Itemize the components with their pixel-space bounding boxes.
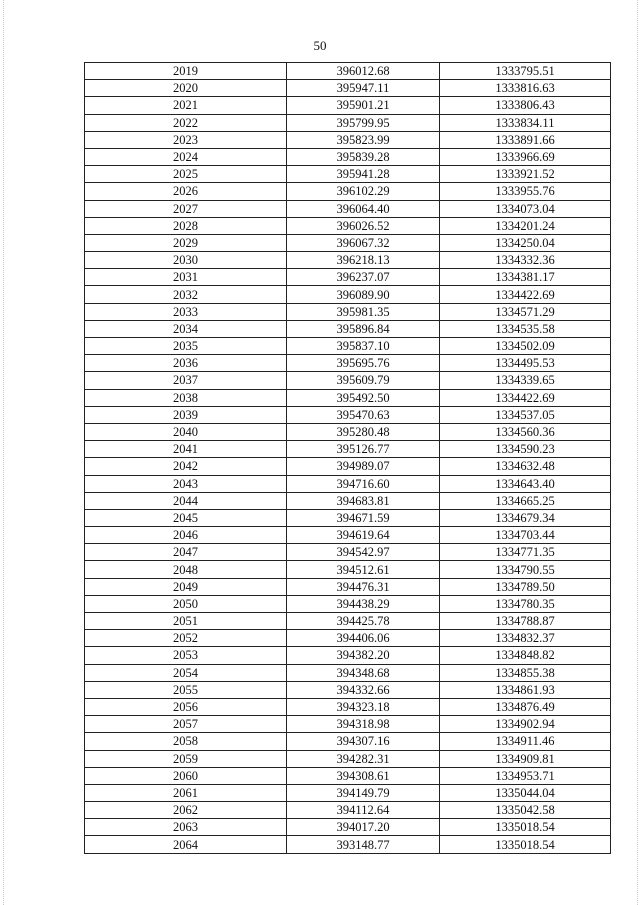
point-number-cell: 2024: [85, 148, 287, 165]
point-number-cell: 2050: [85, 595, 287, 612]
coordinate-table-body: [85, 63, 611, 854]
y-coordinate-cell: 1334201.24: [440, 217, 611, 234]
coordinate-table: [84, 62, 611, 854]
table-row: [85, 647, 611, 664]
point-number-cell: 2019: [85, 63, 287, 80]
page-number: 50: [313, 38, 327, 53]
x-coordinate-cell: 394619.64: [287, 527, 440, 544]
x-coordinate-cell: 395837.10: [287, 338, 440, 355]
point-number-cell: 2055: [85, 681, 287, 698]
x-coordinate-cell: 395941.28: [287, 166, 440, 183]
point-number-cell: 2047: [85, 544, 287, 561]
x-coordinate-cell: 394282.31: [287, 750, 440, 767]
point-number-cell: 2033: [85, 303, 287, 320]
x-coordinate-cell: 395470.63: [287, 406, 440, 423]
x-coordinate-cell: 394348.68: [287, 664, 440, 681]
x-coordinate-cell: 395492.50: [287, 389, 440, 406]
table-row: [85, 784, 611, 801]
x-coordinate-cell: 394323.18: [287, 698, 440, 715]
table-row: [85, 578, 611, 595]
y-coordinate-cell: 1334832.37: [440, 630, 611, 647]
x-coordinate-cell: 395280.48: [287, 423, 440, 440]
table-row: [85, 836, 611, 853]
point-number-cell: 2044: [85, 492, 287, 509]
x-coordinate-cell: 394406.06: [287, 630, 440, 647]
x-coordinate-cell: 394307.16: [287, 733, 440, 750]
table-row: [85, 527, 611, 544]
y-coordinate-cell: 1333891.66: [440, 131, 611, 148]
point-number-cell: 2058: [85, 733, 287, 750]
y-coordinate-cell: 1334643.40: [440, 475, 611, 492]
table-row: [85, 200, 611, 217]
point-number-cell: 2045: [85, 509, 287, 526]
x-coordinate-cell: 395609.79: [287, 372, 440, 389]
table-row: [85, 166, 611, 183]
point-number-cell: 2037: [85, 372, 287, 389]
x-coordinate-cell: 394149.79: [287, 784, 440, 801]
point-number-cell: 2060: [85, 767, 287, 784]
x-coordinate-cell: 395901.21: [287, 97, 440, 114]
y-coordinate-cell: 1334953.71: [440, 767, 611, 784]
y-coordinate-cell: 1334535.58: [440, 320, 611, 337]
table-row: [85, 595, 611, 612]
y-coordinate-cell: 1334422.69: [440, 286, 611, 303]
table-row: [85, 355, 611, 372]
point-number-cell: 2028: [85, 217, 287, 234]
y-coordinate-cell: 1334848.82: [440, 647, 611, 664]
point-number-cell: 2062: [85, 802, 287, 819]
y-coordinate-cell: 1334632.48: [440, 458, 611, 475]
table-row: [85, 406, 611, 423]
x-coordinate-cell: 395896.84: [287, 320, 440, 337]
y-coordinate-cell: 1334790.55: [440, 561, 611, 578]
point-number-cell: 2063: [85, 819, 287, 836]
table-row: [85, 148, 611, 165]
x-coordinate-cell: 394542.97: [287, 544, 440, 561]
table-row: [85, 716, 611, 733]
y-coordinate-cell: 1334495.53: [440, 355, 611, 372]
point-number-cell: 2031: [85, 269, 287, 286]
point-number-cell: 2029: [85, 234, 287, 251]
x-coordinate-cell: 394425.78: [287, 613, 440, 630]
x-coordinate-cell: 395947.11: [287, 80, 440, 97]
table-row: [85, 475, 611, 492]
x-coordinate-cell: 396012.68: [287, 63, 440, 80]
point-number-cell: 2036: [85, 355, 287, 372]
y-coordinate-cell: 1334911.46: [440, 733, 611, 750]
x-coordinate-cell: 394671.59: [287, 509, 440, 526]
point-number-cell: 2042: [85, 458, 287, 475]
page-edge-right: [637, 0, 638, 905]
y-coordinate-cell: 1333816.63: [440, 80, 611, 97]
point-number-cell: 2034: [85, 320, 287, 337]
table-row: [85, 114, 611, 131]
y-coordinate-cell: 1334073.04: [440, 200, 611, 217]
table-row: [85, 613, 611, 630]
y-coordinate-cell: 1334855.38: [440, 664, 611, 681]
table-row: [85, 509, 611, 526]
y-coordinate-cell: 1334571.29: [440, 303, 611, 320]
table-row: [85, 131, 611, 148]
x-coordinate-cell: 396067.32: [287, 234, 440, 251]
table-row: [85, 389, 611, 406]
table-row: [85, 63, 611, 80]
x-coordinate-cell: 394716.60: [287, 475, 440, 492]
y-coordinate-cell: 1334771.35: [440, 544, 611, 561]
y-coordinate-cell: 1333966.69: [440, 148, 611, 165]
y-coordinate-cell: 1334780.35: [440, 595, 611, 612]
x-coordinate-cell: 394332.66: [287, 681, 440, 698]
table-row: [85, 733, 611, 750]
y-coordinate-cell: 1334703.44: [440, 527, 611, 544]
y-coordinate-cell: 1335042.58: [440, 802, 611, 819]
table-row: [85, 80, 611, 97]
x-coordinate-cell: 395981.35: [287, 303, 440, 320]
table-row: [85, 492, 611, 509]
y-coordinate-cell: 1334422.69: [440, 389, 611, 406]
y-coordinate-cell: 1334679.34: [440, 509, 611, 526]
y-coordinate-cell: 1334537.05: [440, 406, 611, 423]
point-number-cell: 2026: [85, 183, 287, 200]
x-coordinate-cell: 395799.95: [287, 114, 440, 131]
point-number-cell: 2035: [85, 338, 287, 355]
point-number-cell: 2023: [85, 131, 287, 148]
x-coordinate-cell: 394112.64: [287, 802, 440, 819]
point-number-cell: 2056: [85, 698, 287, 715]
table-row: [85, 320, 611, 337]
point-number-cell: 2032: [85, 286, 287, 303]
y-coordinate-cell: 1334332.36: [440, 252, 611, 269]
y-coordinate-cell: 1335018.54: [440, 819, 611, 836]
point-number-cell: 2061: [85, 784, 287, 801]
y-coordinate-cell: 1334902.94: [440, 716, 611, 733]
point-number-cell: 2040: [85, 423, 287, 440]
y-coordinate-cell: 1335018.54: [440, 836, 611, 853]
x-coordinate-cell: 394683.81: [287, 492, 440, 509]
y-coordinate-cell: 1334861.93: [440, 681, 611, 698]
table-row: [85, 630, 611, 647]
table-row: [85, 217, 611, 234]
y-coordinate-cell: 1333795.51: [440, 63, 611, 80]
table-row: [85, 802, 611, 819]
table-row: [85, 441, 611, 458]
point-number-cell: 2038: [85, 389, 287, 406]
x-coordinate-cell: 396026.52: [287, 217, 440, 234]
page-edge-left: [3, 0, 4, 905]
x-coordinate-cell: 394989.07: [287, 458, 440, 475]
table-row: [85, 183, 611, 200]
point-number-cell: 2059: [85, 750, 287, 767]
y-coordinate-cell: 1334789.50: [440, 578, 611, 595]
table-row: [85, 97, 611, 114]
x-coordinate-cell: 396064.40: [287, 200, 440, 217]
table-row: [85, 681, 611, 698]
x-coordinate-cell: 395839.28: [287, 148, 440, 165]
y-coordinate-cell: 1334590.23: [440, 441, 611, 458]
y-coordinate-cell: 1334381.17: [440, 269, 611, 286]
x-coordinate-cell: 394438.29: [287, 595, 440, 612]
y-coordinate-cell: 1335044.04: [440, 784, 611, 801]
table-row: [85, 819, 611, 836]
table-row: [85, 303, 611, 320]
y-coordinate-cell: 1334788.87: [440, 613, 611, 630]
y-coordinate-cell: 1334502.09: [440, 338, 611, 355]
point-number-cell: 2043: [85, 475, 287, 492]
point-number-cell: 2025: [85, 166, 287, 183]
y-coordinate-cell: 1334250.04: [440, 234, 611, 251]
y-coordinate-cell: 1334560.36: [440, 423, 611, 440]
point-number-cell: 2052: [85, 630, 287, 647]
table-row: [85, 286, 611, 303]
point-number-cell: 2053: [85, 647, 287, 664]
table-row: [85, 698, 611, 715]
y-coordinate-cell: 1333921.52: [440, 166, 611, 183]
table-row: [85, 767, 611, 784]
point-number-cell: 2046: [85, 527, 287, 544]
x-coordinate-cell: 395823.99: [287, 131, 440, 148]
y-coordinate-cell: 1334909.81: [440, 750, 611, 767]
y-coordinate-cell: 1333834.11: [440, 114, 611, 131]
x-coordinate-cell: 393148.77: [287, 836, 440, 853]
y-coordinate-cell: 1334665.25: [440, 492, 611, 509]
x-coordinate-cell: 394512.61: [287, 561, 440, 578]
x-coordinate-cell: 394318.98: [287, 716, 440, 733]
y-coordinate-cell: 1334339.65: [440, 372, 611, 389]
x-coordinate-cell: 394308.61: [287, 767, 440, 784]
point-number-cell: 2051: [85, 613, 287, 630]
point-number-cell: 2064: [85, 836, 287, 853]
table-row: [85, 269, 611, 286]
x-coordinate-cell: 396089.90: [287, 286, 440, 303]
table-row: [85, 234, 611, 251]
table-row: [85, 423, 611, 440]
x-coordinate-cell: 395126.77: [287, 441, 440, 458]
point-number-cell: 2022: [85, 114, 287, 131]
y-coordinate-cell: 1334876.49: [440, 698, 611, 715]
point-number-cell: 2039: [85, 406, 287, 423]
point-number-cell: 2049: [85, 578, 287, 595]
table-row: [85, 750, 611, 767]
point-number-cell: 2027: [85, 200, 287, 217]
point-number-cell: 2054: [85, 664, 287, 681]
table-row: [85, 561, 611, 578]
x-coordinate-cell: 394017.20: [287, 819, 440, 836]
table-row: [85, 544, 611, 561]
table-row: [85, 458, 611, 475]
x-coordinate-cell: 396237.07: [287, 269, 440, 286]
table-row: [85, 338, 611, 355]
x-coordinate-cell: 394476.31: [287, 578, 440, 595]
point-number-cell: 2048: [85, 561, 287, 578]
point-number-cell: 2041: [85, 441, 287, 458]
table-row: [85, 252, 611, 269]
x-coordinate-cell: 395695.76: [287, 355, 440, 372]
y-coordinate-cell: 1333955.76: [440, 183, 611, 200]
x-coordinate-cell: 396218.13: [287, 252, 440, 269]
point-number-cell: 2057: [85, 716, 287, 733]
table-row: [85, 372, 611, 389]
x-coordinate-cell: 394382.20: [287, 647, 440, 664]
point-number-cell: 2021: [85, 97, 287, 114]
point-number-cell: 2020: [85, 80, 287, 97]
x-coordinate-cell: 396102.29: [287, 183, 440, 200]
point-number-cell: 2030: [85, 252, 287, 269]
y-coordinate-cell: 1333806.43: [440, 97, 611, 114]
table-row: [85, 664, 611, 681]
